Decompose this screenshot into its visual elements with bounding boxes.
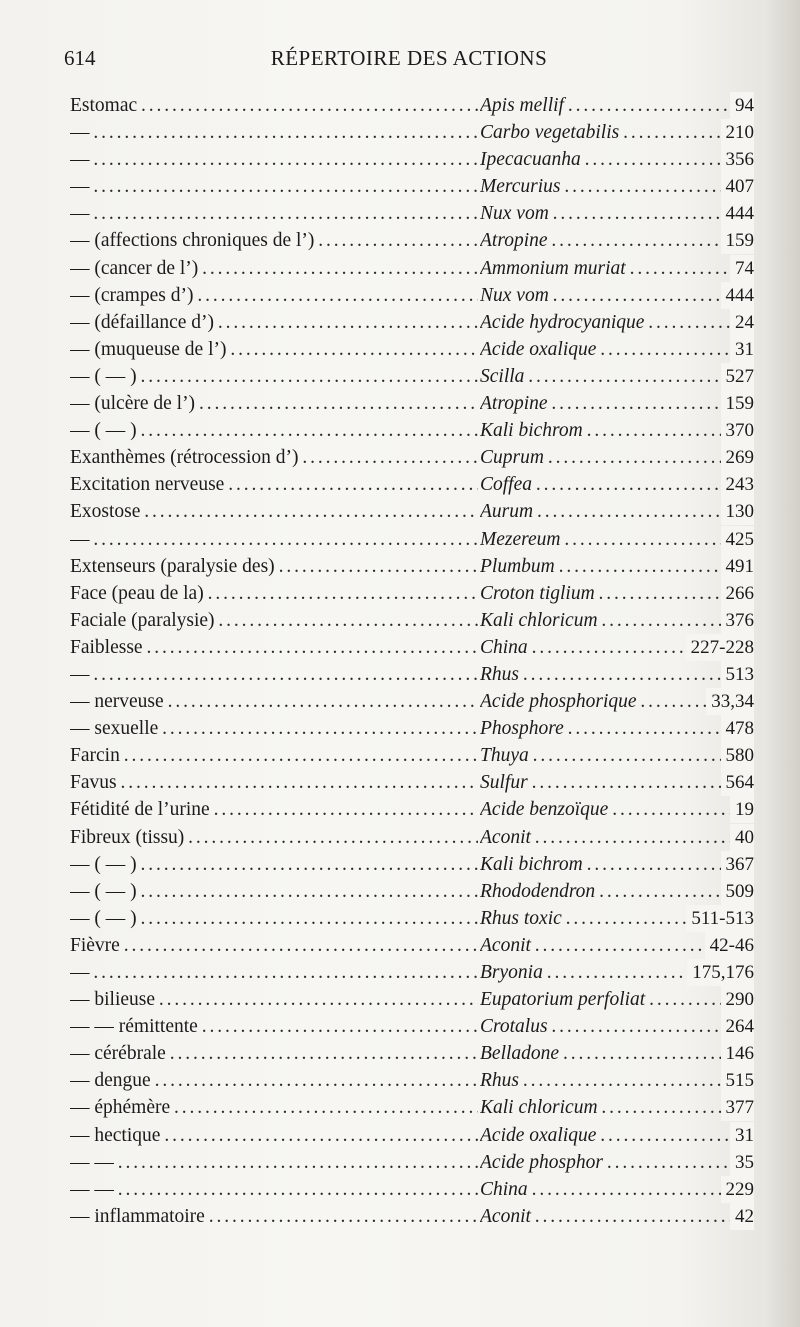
entry-remedy: Kali bichrom . . . [480, 851, 754, 878]
entry-page-reference: 19 [730, 796, 754, 823]
entry-term: — . . . [70, 526, 478, 553]
index-entry [70, 986, 754, 1013]
entry-page-reference: 159 [721, 390, 755, 417]
index-entry [70, 553, 754, 580]
entry-term: — — . . . [70, 1149, 478, 1176]
entry-term: — — . . . [70, 1176, 478, 1203]
index-entry [70, 200, 754, 227]
entry-term: Faiblesse . . . [70, 634, 478, 661]
entry-remedy: Atropine . . . [480, 390, 754, 417]
entry-term: — inflammatoire . . . [70, 1203, 478, 1230]
entry-remedy: Apis mellif . . . [480, 92, 754, 119]
index-entry [70, 824, 754, 851]
entry-remedy: Phosphore . . . [480, 715, 754, 742]
entry-page-reference: 376 [721, 607, 755, 634]
entry-term: Extenseurs (paralysie des) . . . [70, 553, 478, 580]
entry-term: Faciale (paralysie) . . . [70, 607, 478, 634]
entry-page-reference: 74 [730, 255, 754, 282]
index-entry [70, 498, 754, 525]
entry-page-reference: 515 [721, 1067, 755, 1094]
entry-term: — bilieuse . . . [70, 986, 478, 1013]
entry-page-reference: 513 [721, 661, 755, 688]
index-entry [70, 471, 754, 498]
entry-page-reference: 580 [721, 742, 755, 769]
entry-page-reference: 356 [721, 146, 755, 173]
entry-term: — ( — ) . . . [70, 417, 478, 444]
entry-remedy: Nux vom . . . [480, 200, 754, 227]
entry-remedy: Kali chloricum . . . [480, 607, 754, 634]
entry-remedy: Aconit . . . [480, 932, 754, 959]
entry-remedy: Acide oxalique . . . [480, 336, 754, 363]
entry-remedy: Rhododendron . . . [480, 878, 754, 905]
index-entry [70, 1067, 754, 1094]
entry-page-reference: 227-228 [686, 634, 754, 661]
entry-term: — (muqueuse de l’) . . . [70, 336, 478, 363]
index-entry [70, 878, 754, 905]
index-entry [70, 1122, 754, 1149]
entry-term: — ( — ) . . . [70, 905, 478, 932]
index-entry [70, 390, 754, 417]
entry-remedy: Thuya . . . [480, 742, 754, 769]
entry-page-reference: 229 [721, 1176, 755, 1203]
index-entry [70, 336, 754, 363]
entry-page-reference: 377 [721, 1094, 755, 1121]
index-entry [70, 526, 754, 553]
index-entry [70, 959, 754, 986]
index-entry [70, 1094, 754, 1121]
entry-term: — . . . [70, 200, 478, 227]
index-entry [70, 661, 754, 688]
entry-term: — éphémère . . . [70, 1094, 478, 1121]
entry-page-reference: 564 [721, 769, 755, 796]
entry-remedy: Rhus . . . [480, 1067, 754, 1094]
entry-remedy: Acide phosphorique . . . [480, 688, 754, 715]
entry-page-reference: 491 [721, 553, 755, 580]
entry-remedy: Mezereum . . . [480, 526, 754, 553]
index-entry [70, 796, 754, 823]
entry-remedy: Kali chloricum . . . [480, 1094, 754, 1121]
entry-page-reference: 40 [730, 824, 754, 851]
entry-page-reference: 175,176 [687, 959, 754, 986]
index-entry [70, 769, 754, 796]
page-edge-shadow [766, 0, 800, 1327]
entry-remedy: Carbo vegetabilis . . . [480, 119, 754, 146]
entry-remedy: Mercurius . . . [480, 173, 754, 200]
entry-remedy: Atropine . . . [480, 227, 754, 254]
entry-page-reference: 159 [721, 227, 755, 254]
entry-term: — (crampes d’) . . . [70, 282, 478, 309]
entry-page-reference: 511-513 [686, 905, 754, 932]
entry-term: — . . . [70, 146, 478, 173]
index-entry [70, 444, 754, 471]
index-entry [70, 92, 754, 119]
entry-term: — . . . [70, 661, 478, 688]
entry-term: Estomac . . . [70, 92, 478, 119]
page-number: 614 [64, 46, 96, 70]
index-entry [70, 417, 754, 444]
index-entry [70, 607, 754, 634]
entry-term: — (défaillance d’) . . . [70, 309, 478, 336]
entry-term: Excitation nerveuse . . . [70, 471, 478, 498]
index-entry [70, 309, 754, 336]
entry-page-reference: 24 [730, 309, 754, 336]
index-entry [70, 146, 754, 173]
entry-remedy: China . . . [480, 634, 754, 661]
entry-page-reference: 367 [721, 851, 755, 878]
entry-page-reference: 266 [721, 580, 755, 607]
entry-page-reference: 425 [721, 526, 755, 553]
entry-term: — sexuelle . . . [70, 715, 478, 742]
index-entry [70, 363, 754, 390]
entry-page-reference: 527 [721, 363, 755, 390]
index-entry [70, 688, 754, 715]
entry-remedy: Plumbum . . . [480, 553, 754, 580]
entry-term: — (cancer de l’) . . . [70, 255, 478, 282]
index-entry [70, 1013, 754, 1040]
entry-term: Exanthèmes (rétrocession d’) . . . [70, 444, 478, 471]
entry-page-reference: 509 [721, 878, 755, 905]
entry-remedy: Coffea . . . [480, 471, 754, 498]
entry-page-reference: 31 [730, 1122, 754, 1149]
index-entry [70, 1203, 754, 1230]
entry-page-reference: 370 [721, 417, 755, 444]
index-entry [70, 1040, 754, 1067]
entry-remedy: Acide oxalique . . . [480, 1122, 754, 1149]
entry-remedy: Rhus . . . [480, 661, 754, 688]
entry-term: — (ulcère de l’) . . . [70, 390, 478, 417]
entry-remedy: China . . . [480, 1176, 754, 1203]
entry-term: — . . . [70, 959, 478, 986]
index-entry [70, 580, 754, 607]
entry-term: — ( — ) . . . [70, 363, 478, 390]
entry-page-reference: 42-46 [705, 932, 754, 959]
index-entry [70, 1149, 754, 1176]
index-entry [70, 119, 754, 146]
entry-term: Farcin . . . [70, 742, 478, 769]
entry-term: Exostose . . . [70, 498, 478, 525]
entry-remedy: Aconit . . . [480, 824, 754, 851]
entry-page-reference: 210 [721, 119, 755, 146]
entry-page-reference: 444 [721, 282, 755, 309]
entry-page-reference: 31 [730, 336, 754, 363]
index-entry [70, 742, 754, 769]
entry-remedy: Aconit . . . [480, 1203, 754, 1230]
page-header [64, 46, 754, 76]
entry-remedy: Nux vom . . . [480, 282, 754, 309]
index-entries [70, 92, 754, 1230]
entry-term: — — rémittente . . . [70, 1013, 478, 1040]
entry-term: Fétidité de l’urine . . . [70, 796, 478, 823]
entry-remedy: Croton tiglium . . . [480, 580, 754, 607]
index-entry [70, 227, 754, 254]
index-entry [70, 282, 754, 309]
entry-page-reference: 33,34 [706, 688, 754, 715]
index-entry [70, 932, 754, 959]
entry-remedy: Acide phosphor . . . [480, 1149, 754, 1176]
entry-remedy: Ipecacuanha . . . [480, 146, 754, 173]
entry-remedy: Belladone . . . [480, 1040, 754, 1067]
entry-term: Face (peau de la) . . . [70, 580, 478, 607]
entry-term: Fièvre . . . [70, 932, 478, 959]
index-entry [70, 634, 754, 661]
entry-page-reference: 269 [721, 444, 755, 471]
entry-remedy: Ammonium muriat . . . [480, 255, 754, 282]
entry-term: — . . . [70, 119, 478, 146]
entry-term: — hectique . . . [70, 1122, 478, 1149]
entry-page-reference: 243 [721, 471, 755, 498]
entry-remedy: Cuprum . . . [480, 444, 754, 471]
entry-remedy: Bryonia . . . [480, 959, 754, 986]
entry-page-reference: 42 [730, 1203, 754, 1230]
entry-page-reference: 130 [721, 498, 755, 525]
entry-remedy: Sulfur . . . [480, 769, 754, 796]
index-entry [70, 255, 754, 282]
entry-page-reference: 35 [730, 1149, 754, 1176]
entry-remedy: Scilla . . . [480, 363, 754, 390]
entry-remedy: Crotalus . . . [480, 1013, 754, 1040]
entry-term: — ( — ) . . . [70, 878, 478, 905]
entry-page-reference: 290 [721, 986, 755, 1013]
entry-term: — cérébrale . . . [70, 1040, 478, 1067]
entry-term: — dengue . . . [70, 1067, 478, 1094]
entry-term: Favus . . . [70, 769, 478, 796]
entry-term: — (affections chroniques de l’) . . . [70, 227, 478, 254]
entry-term: — . . . [70, 173, 478, 200]
entry-term: Fibreux (tissu) . . . [70, 824, 478, 851]
index-entry [70, 173, 754, 200]
index-entry [70, 905, 754, 932]
entry-remedy: Aurum . . . [480, 498, 754, 525]
entry-term: — nerveuse . . . [70, 688, 478, 715]
entry-remedy: Kali bichrom . . . [480, 417, 754, 444]
entry-term: — ( — ) . . . [70, 851, 478, 878]
index-entry [70, 715, 754, 742]
entry-remedy: Acide benzoïque . . . [480, 796, 754, 823]
index-entry [70, 851, 754, 878]
entry-page-reference: 444 [721, 200, 755, 227]
entry-remedy: Acide hydrocyanique . . . [480, 309, 754, 336]
running-title: RÉPERTOIRE DES ACTIONS [270, 46, 548, 70]
entry-page-reference: 407 [721, 173, 755, 200]
index-entry [70, 1176, 754, 1203]
entry-remedy: Rhus toxic . . . [480, 905, 754, 932]
entry-page-reference: 264 [721, 1013, 755, 1040]
entry-page-reference: 94 [730, 92, 754, 119]
entry-page-reference: 478 [721, 715, 755, 742]
entry-page-reference: 146 [721, 1040, 755, 1067]
entry-remedy: Eupatorium perfoliat . . . [480, 986, 754, 1013]
